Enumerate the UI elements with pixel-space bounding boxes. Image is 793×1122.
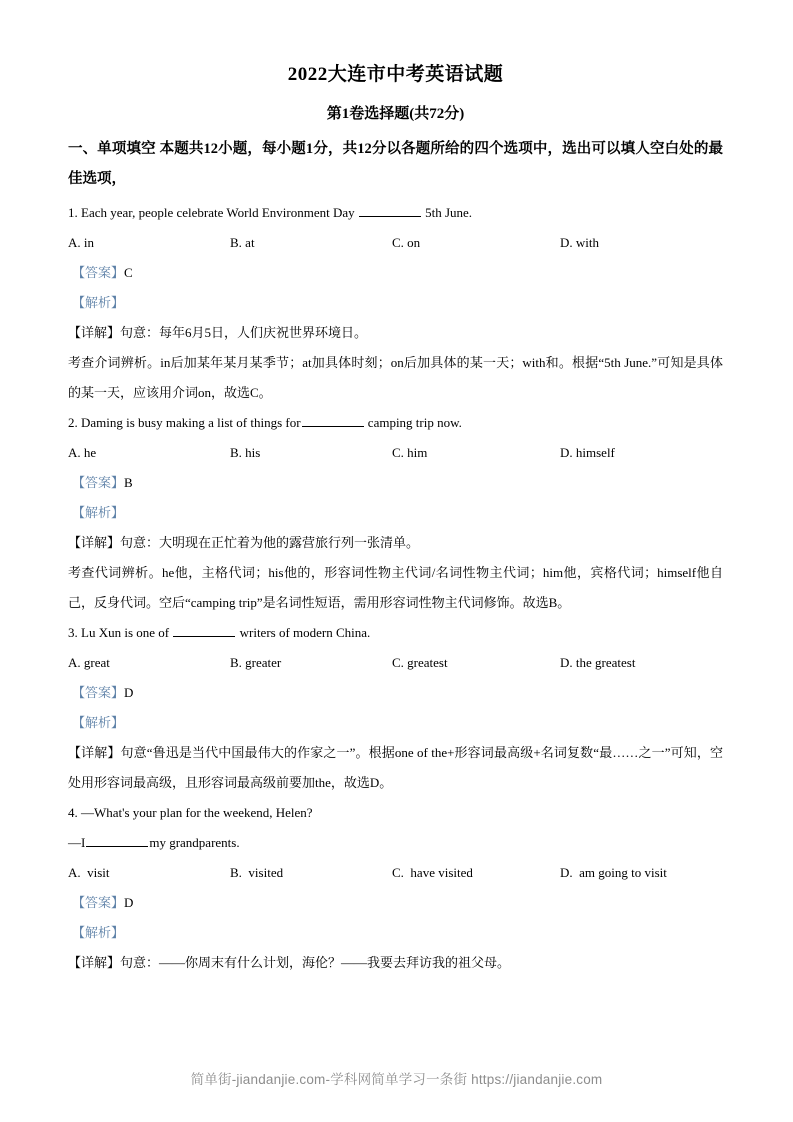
answer-line-4: [68, 888, 723, 918]
document-subtitle: 第1卷选择题(共72分): [326, 106, 465, 122]
answer-line-1: [68, 258, 723, 288]
detail-rest-1: 考查介词辨析。in后加某年某月某季节；at加具体时刻；on后加具体的某一天；with和。根据“5th June.”可知是具体的某一天，应该用介词on，故选C。: [68, 355, 723, 400]
question-stem-4-line1: 4. —What's your plan for the weekend, Helen?: [68, 805, 313, 820]
option-3-c[interactable]: C. greatest: [392, 655, 448, 670]
answer-blank: [359, 204, 421, 217]
answer-value-4: D: [124, 895, 134, 910]
analysis-tag: 【解析】: [72, 505, 125, 520]
detail-first-4: [68, 948, 723, 978]
question-stem-4-after: my grandparents.: [149, 835, 240, 850]
option-2-a[interactable]: A. he: [68, 445, 97, 460]
option-2-d[interactable]: D. himself: [560, 445, 615, 460]
answer-blank: [86, 834, 148, 847]
option-4-a[interactable]: A. visit: [68, 865, 110, 880]
answer-blank: [302, 414, 364, 427]
detail-text-3: 句意“鲁迅是当代中国最伟大的作家之一”。根据one of the+形容词最高级+名词复数“最……之一”可知，空处用形容词最高级，且形容词最高级前要加the，故选D。: [68, 745, 723, 790]
question-stem-3-before: 3. Lu Xun is one of: [68, 625, 173, 640]
answer-value-1: C: [124, 265, 133, 280]
question-stem-3-after: writers of modern China.: [236, 625, 371, 640]
detail-first-3: [68, 738, 723, 798]
analysis-tag: 【解析】: [72, 295, 125, 310]
analysis-line-1: [68, 288, 723, 318]
detail-text-1: 句意：每年6月5日，人们庆祝世界环境日。: [120, 325, 368, 340]
analysis-line-4: [68, 918, 723, 948]
option-4-b[interactable]: B. visited: [230, 865, 284, 880]
detail-rest-2: 考查代词辨析。he他，主格代词；his他的，形容词性物主代词/名词性物主代词；him他，宾格代词；himself他自己，反身代词。空后“camping trip”是名词性短语，需用形容词性物主代词修饰。故选B。: [68, 565, 723, 610]
option-3-d[interactable]: D. the greatest: [560, 655, 636, 670]
option-4-d[interactable]: D. am going to visit: [560, 865, 667, 880]
question-block-3: [68, 618, 723, 798]
option-3-a[interactable]: A. great: [68, 655, 110, 670]
detail-first-1: [68, 318, 723, 348]
answer-tag: 【答案】: [72, 895, 125, 910]
option-1-b[interactable]: B. at: [230, 235, 255, 250]
detail-text-2: 句意：大明现在正忙着为他的露营旅行列一张清单。: [120, 535, 420, 550]
answer-blank: [173, 624, 235, 637]
option-1-a[interactable]: A. in: [68, 235, 94, 250]
question-stem-1-before: 1. Each year, people celebrate World Environment Day: [68, 205, 358, 220]
question-block-1: [68, 198, 723, 408]
answer-line-2: [68, 468, 723, 498]
page-title: 2022大连市中考英语试题: [287, 64, 504, 85]
answer-tag: 【答案】: [72, 475, 125, 490]
detail-first-2: [68, 528, 723, 558]
options-row-1: [68, 228, 723, 258]
analysis-tag: 【解析】: [72, 925, 125, 940]
options-row-2: [68, 438, 723, 468]
detail-tag: 【详解】: [68, 325, 121, 340]
question-block-2: [68, 408, 723, 618]
option-1-c[interactable]: C. on: [392, 235, 421, 250]
analysis-line-3: [68, 708, 723, 738]
detail-text-4: 句意：——你周末有什么计划，海伦？——我要去拜访我的祖父母。: [120, 955, 511, 970]
question-stem-2-before: 2. Daming is busy making a list of things for: [68, 415, 301, 430]
answer-value-3: D: [124, 685, 134, 700]
answer-tag: 【答案】: [72, 265, 125, 280]
document-content: [68, 60, 723, 978]
options-row-3: [68, 648, 723, 678]
detail-tag: 【详解】: [68, 535, 121, 550]
answer-tag: 【答案】: [72, 685, 125, 700]
analysis-line-2: [68, 498, 723, 528]
question-stem-1: [68, 198, 723, 228]
analysis-tag: 【解析】: [72, 715, 125, 730]
answer-line-3: [68, 678, 723, 708]
option-2-b[interactable]: B. his: [230, 445, 261, 460]
question-stem-2: [68, 408, 723, 438]
detail-tag: 【详解】: [68, 955, 121, 970]
option-4-c[interactable]: C. have visited: [392, 865, 473, 880]
question-stem-4-before: —I: [68, 835, 86, 850]
answer-value-2: B: [124, 475, 133, 490]
section-instructions: 一、单项填空 本题共12小题，每小题1分，共12分以各题所给的四个选项中，选出可以填人空白处的最佳选项，: [68, 141, 723, 187]
site-watermark: 简单街-jiandanjie.com-学科网简单学习一条街 https://jiandanjie.com: [190, 1072, 603, 1087]
question-stem-2-after: camping trip now.: [364, 415, 462, 430]
option-3-b[interactable]: B. greater: [230, 655, 282, 670]
question-stem-1-after: 5th June.: [421, 205, 473, 220]
detail-tag: 【详解】: [68, 745, 121, 760]
question-block-4: [68, 798, 723, 978]
option-2-c[interactable]: C. him: [392, 445, 428, 460]
options-row-4: [68, 858, 723, 888]
question-stem-4-line2: [68, 828, 723, 858]
question-stem-3: [68, 618, 723, 648]
option-1-d[interactable]: D. with: [560, 235, 599, 250]
